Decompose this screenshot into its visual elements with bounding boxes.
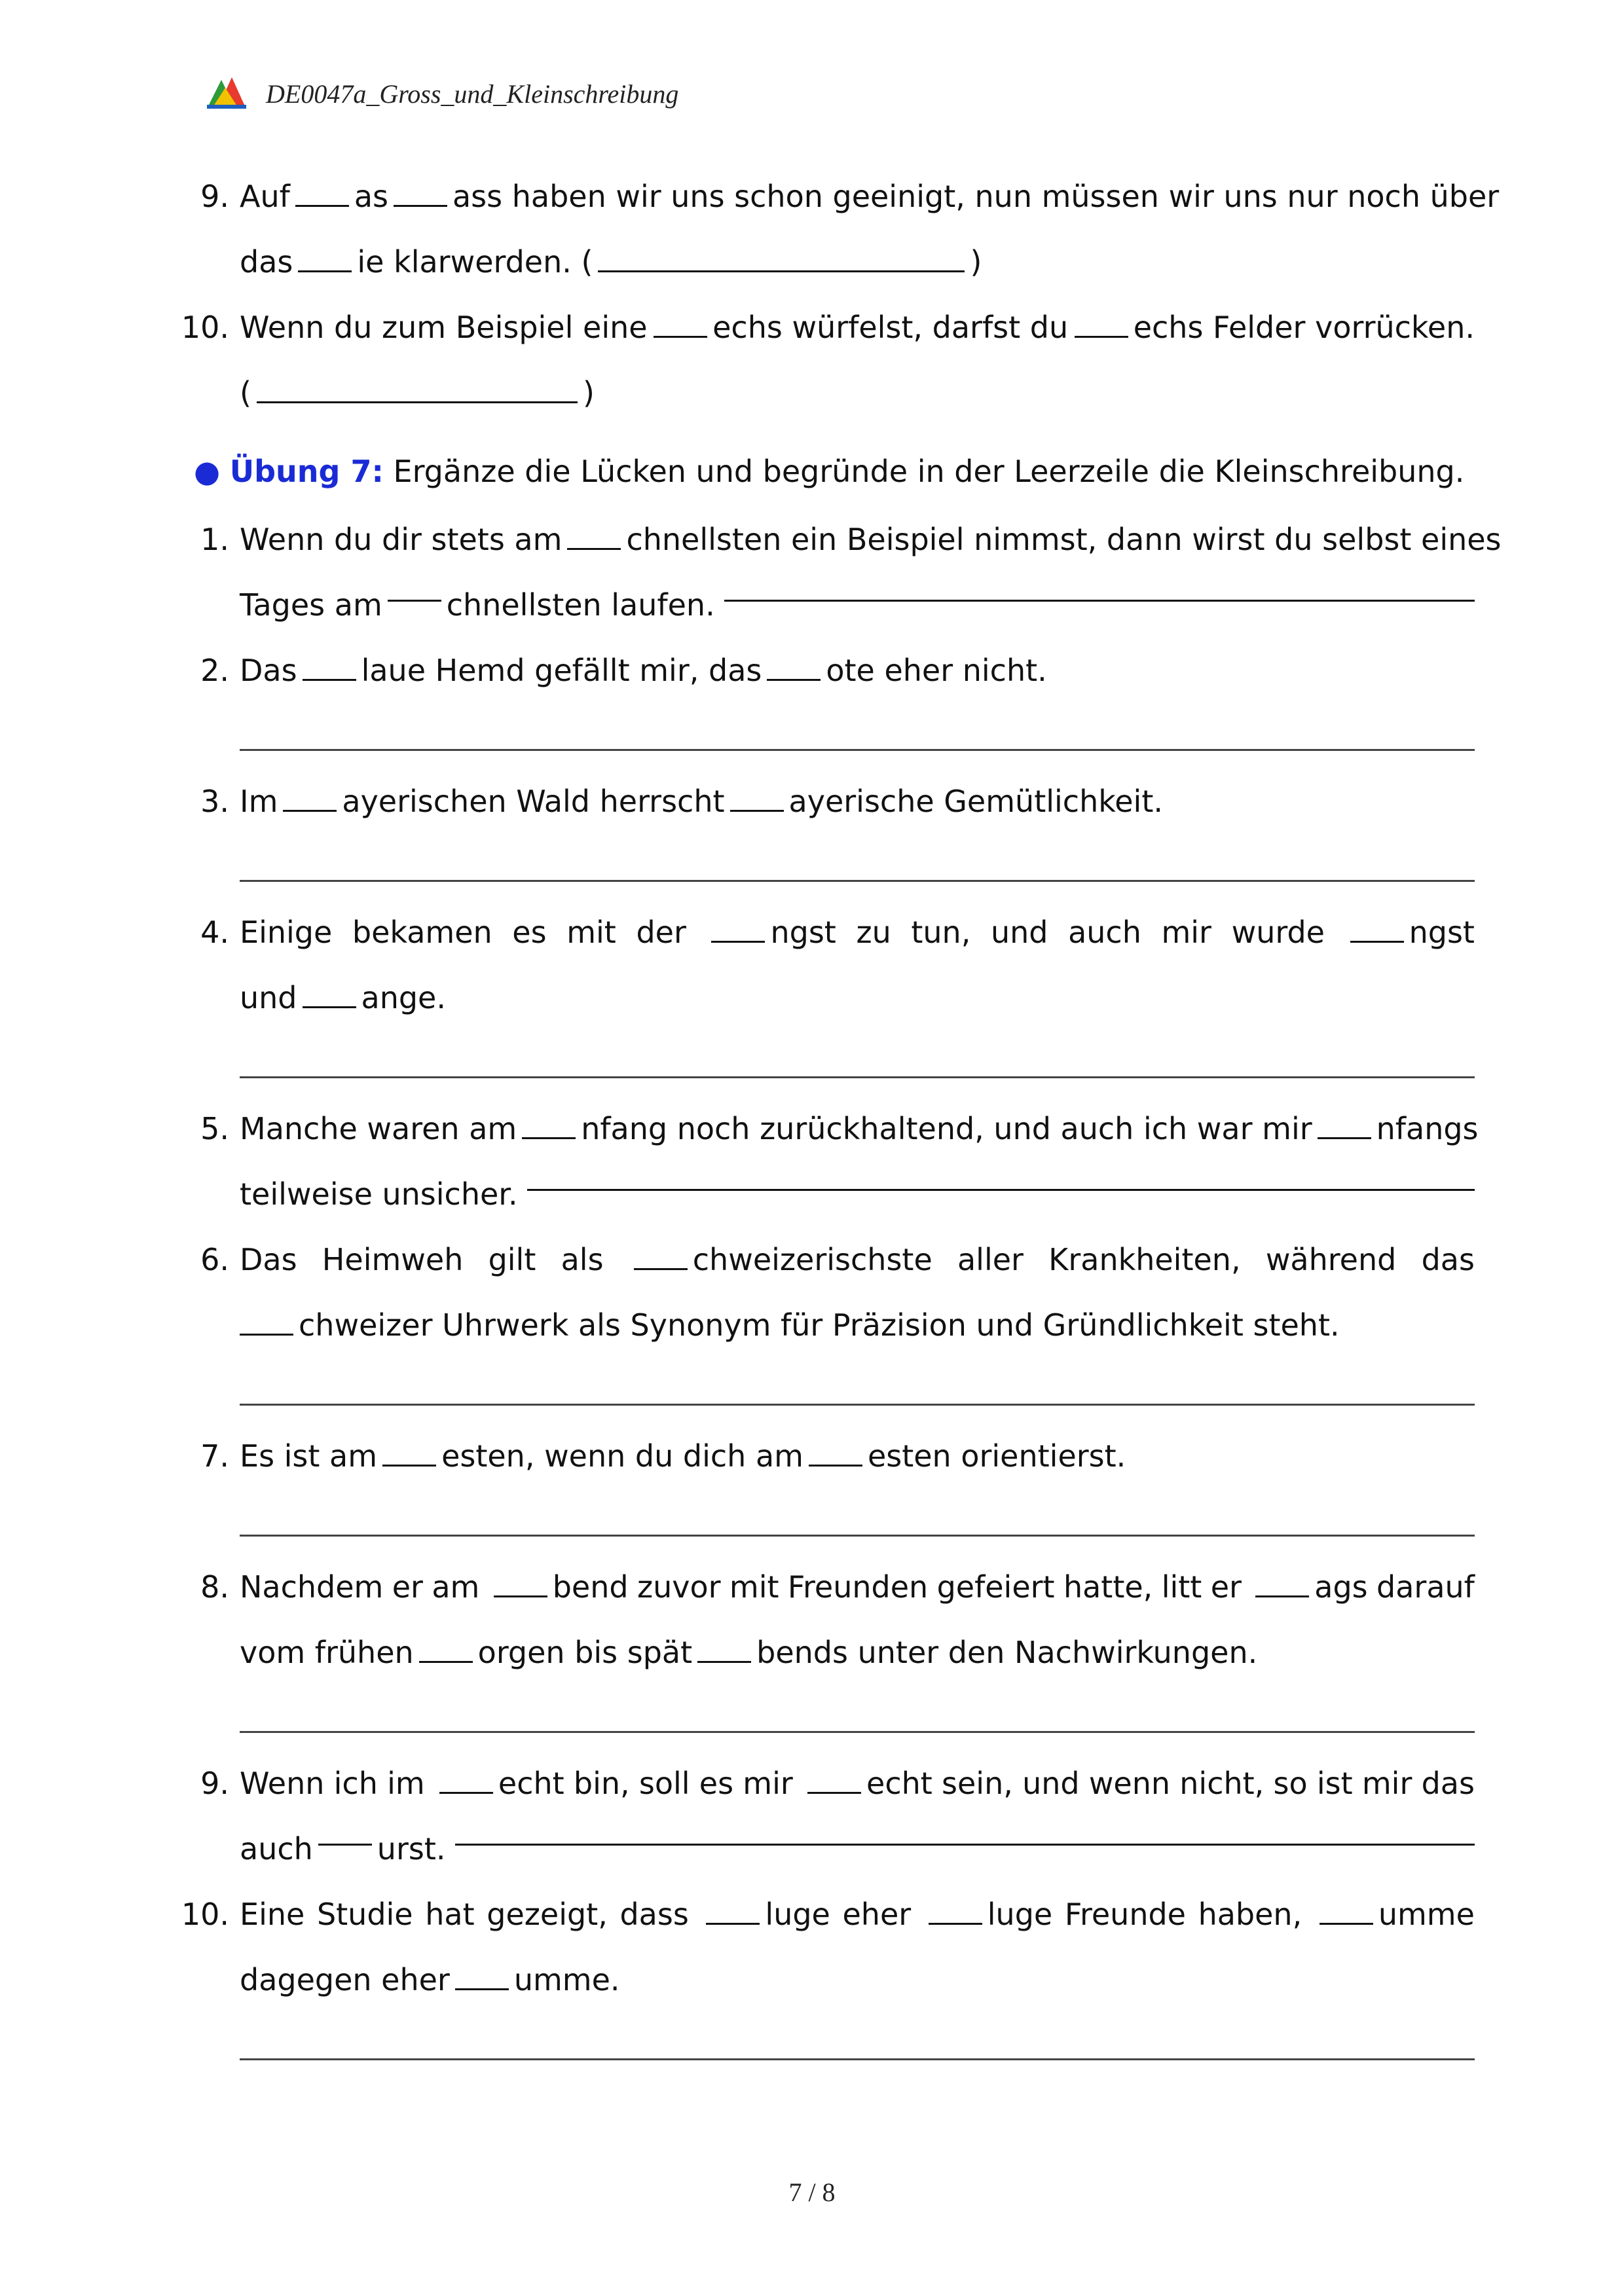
answer-line[interactable] [240,880,1475,882]
blank[interactable] [706,1895,760,1925]
blank[interactable] [654,308,707,338]
item-8-line2: vom frühen orgen bis spät bends unter den Nachwirkungen. [240,1635,1258,1670]
item-5-line2: teilweise unsicher. [240,1161,1475,1227]
blank[interactable] [807,1764,861,1794]
blank[interactable] [1350,913,1404,943]
blank[interactable] [494,1568,547,1597]
item-1-line1: Wenn du dir stets am chnellsten ein Beispiel nimmst, dann wirst du selbst eines [240,522,1502,557]
item-number: 10. [181,1897,229,1932]
bullet-icon: ● [194,454,221,489]
item-9-line1: Wenn ich im echt bin, soll es mir echt sein, und wenn nicht, so ist mir das [240,1766,1475,1801]
item-number: 2. [200,653,229,688]
item-number: 9. [200,1766,229,1801]
item-number: 9. [200,179,229,214]
blank[interactable] [1320,1895,1373,1925]
answer-line[interactable] [240,1731,1475,1733]
blank[interactable] [394,177,447,207]
blank[interactable] [767,651,821,681]
blank[interactable] [1318,1110,1371,1139]
item-6-line1: Das Heimweh gilt als chweizerischste aller Krankheiten, während das [240,1242,1475,1277]
answer-line[interactable] [240,2058,1475,2060]
blank[interactable] [318,1816,372,1846]
blank[interactable] [634,1241,688,1270]
colorful-mountain-logo-icon [206,73,248,110]
blank[interactable] [382,1437,436,1467]
blank[interactable] [1255,1568,1309,1597]
item-2-line1: Das laue Hemd gefällt mir, das ote eher nicht. [240,653,1047,688]
item-1-line2: Tages am chnellsten laufen. [240,572,1475,638]
item-number: 5. [200,1111,229,1146]
prev-q10-line2: ( ) [240,375,595,410]
answer-line[interactable] [240,1404,1475,1406]
blank[interactable] [419,1633,473,1663]
blank[interactable] [295,177,349,207]
item-number: 1. [200,522,229,557]
answer-blank[interactable] [257,374,578,403]
prev-q10-line1: Wenn du zum Beispiel eine echs würfelst, darfst du echs Felder vorrücken. [240,310,1475,345]
item-5-line1: Manche waren am nfang noch zurückhaltend, und auch ich war mir nfangs [240,1111,1479,1146]
blank[interactable] [455,1961,509,1990]
document-title: DE0047a_Gross_und_Kleinschreibung [266,79,679,109]
item-6-line2: chweizer Uhrwerk als Synonym für Präzision und Gründlichkeit steht. [240,1292,1475,1358]
item-4-line2: und ange. [240,980,446,1015]
item-number: 10. [181,310,229,345]
answer-line[interactable] [240,1076,1475,1078]
blank[interactable] [439,1764,493,1794]
answer-line[interactable] [527,1161,1475,1191]
blank[interactable] [303,651,356,681]
answer-line[interactable] [240,749,1475,751]
exercise-instruction: Ergänze die Lücken und begründe in der Leerzeile die Kleinschreibung. [393,454,1465,489]
item-number: 6. [200,1242,229,1277]
exercise-heading [194,439,1464,504]
answer-line[interactable] [724,572,1475,602]
blank[interactable] [1075,308,1128,338]
item-number: 8. [200,1569,229,1605]
blank[interactable] [283,782,337,812]
exercise-title: Übung 7: [229,454,384,489]
blank[interactable] [730,782,784,812]
item-7-line1: Es ist am esten, wenn du dich am esten orientierst. [240,1438,1126,1474]
blank[interactable] [298,243,352,272]
item-10-line2: dagegen eher umme. [240,1962,620,1997]
prev-q9-line2: das ie klarwerden. ( ) [240,244,982,280]
item-number: 7. [200,1438,229,1474]
answer-line[interactable] [240,1535,1475,1537]
blank[interactable] [809,1437,862,1467]
item-number: 3. [200,784,229,819]
item-4-line1: Einige bekamen es mit der ngst zu tun, und auch mir wurde ngst [240,915,1475,950]
item-8-line1: Nachdem er am bend zuvor mit Freunden gefeiert hatte, litt er ags darauf [240,1569,1475,1605]
blank[interactable] [522,1110,576,1139]
item-number: 4. [200,915,229,950]
prev-q9-line1: Auf as ass haben wir uns schon geeinigt, nun müssen wir uns nur noch über [240,179,1500,214]
answer-blank[interactable] [598,243,965,272]
blank[interactable] [303,979,356,1008]
blank[interactable] [929,1895,982,1925]
blank[interactable] [388,572,441,602]
blank[interactable] [711,913,765,943]
item-9-line2: auch urst. [240,1816,1475,1882]
item-3-line1: Im ayerischen Wald herrscht ayerische Gemütlichkeit. [240,784,1163,819]
answer-line[interactable] [455,1816,1475,1846]
blank[interactable] [697,1633,751,1663]
blank[interactable] [240,1306,293,1336]
blank[interactable] [567,520,621,550]
item-10-line1: Eine Studie hat gezeigt, dass luge eher luge Freunde haben, umme [240,1897,1475,1932]
page-number: 7 / 8 [788,2178,836,2207]
